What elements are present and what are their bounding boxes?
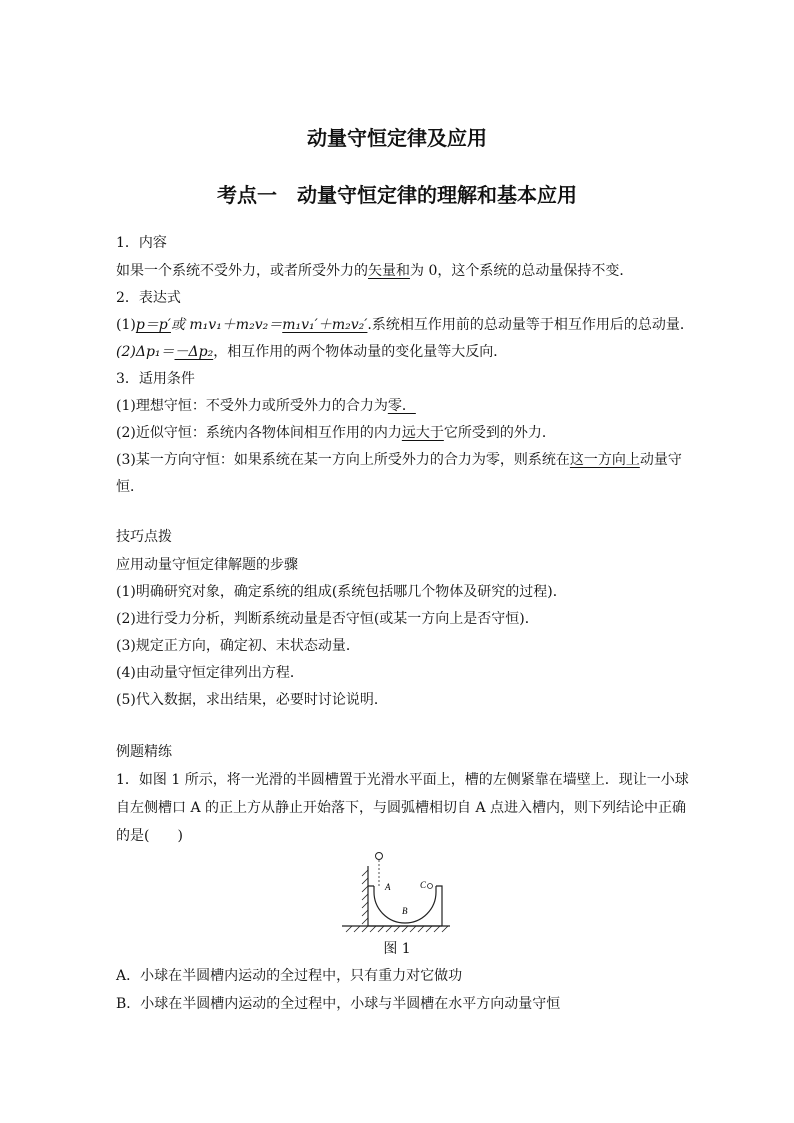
tips-step-2: (2)进行受力分析，判断系统动量是否守恒(或某一方向上是否守恒)． <box>116 611 539 627</box>
ground-hatching <box>346 926 448 932</box>
section-title: 考点一 动量守恒定律的理解和基本应用 <box>217 183 577 207</box>
s2-formula-2: (2)Δp₁＝－Δp₂，相互作用的两个物体动量的变化量等大反向． <box>116 344 508 360</box>
tips-step-1: (1)明确研究对象，确定系统的组成(系统包括哪几个物体及研究的过程)． <box>116 584 567 600</box>
s3-cond-3: (3)某一方向守恒：如果系统在某一方向上所受外力的合力为零，则系统在这一方向上动量守 <box>116 452 682 468</box>
question-1-line-1: 1．如图 1 所示，将一光滑的半圆槽置于光滑水平面上，槽的左侧紧靠在墙壁上．现让一小球 <box>116 772 689 788</box>
s3-cond-2: (2)近似守恒：系统内各物体间相互作用的内力远大于它所受到的外力． <box>116 425 556 441</box>
label-b: B <box>402 906 408 916</box>
semicircle-trough <box>374 886 436 923</box>
option-a: A．小球在半圆槽内运动的全过程中，只有重力对它做功 <box>116 968 463 984</box>
s2-formula-1: (1)p＝p′或 m₁v₁＋m₂v₂＝m₁v₁′＋m₂v₂′.系统相互作用前的总动量等于相互作用后的总动量． <box>116 317 694 333</box>
s3-cond-1-underline: 零． <box>387 398 416 414</box>
s3-cond-1: (1)理想守恒：不受外力或所受外力的合力为零． <box>116 398 416 414</box>
tips-step-4: (4)由动量守恒定律列出方程． <box>116 665 304 681</box>
tips-step-3: (3)规定正方向，确定初、末状态动量． <box>116 638 360 654</box>
s2-formula-2-underline: －Δp₂ <box>174 344 214 360</box>
label-c: C <box>420 880 427 890</box>
s2-heading: 2．表达式 <box>116 290 181 306</box>
tips-heading: 技巧点拨 <box>116 529 172 545</box>
tips-step-5: (5)代入数据，求出结果，必要时讨论说明． <box>116 692 388 708</box>
s2-formula-1-underline-b: m₁v₁′＋m₂v₂′ <box>282 317 368 333</box>
page-title: 动量守恒定律及应用 <box>307 126 487 150</box>
example-heading: 例题精练 <box>116 744 172 760</box>
s2-formula-1-underline-a: p＝p′ <box>135 317 171 333</box>
s1-underline: 矢量和 <box>368 263 410 279</box>
s3-heading: 3．适用条件 <box>116 371 195 387</box>
s3-cond-3-line2: 恒． <box>116 479 144 495</box>
label-a: A <box>385 882 391 892</box>
question-1-line-2: 自左侧槽口 A 的正上方从静止开始落下，与圆弧槽相切自 A 点进入槽内，则下列结论中正确 <box>116 800 687 816</box>
s3-cond-3-underline: 这一方向上 <box>569 452 640 468</box>
option-b: B．小球在半圆槽内运动的全过程中，小球与半圆槽在水平方向动量守恒 <box>116 996 561 1012</box>
ball-position-c <box>428 884 433 889</box>
figure-1-diagram <box>338 848 458 934</box>
question-1-line-3: 的是( ) <box>116 828 183 844</box>
ball <box>376 853 383 860</box>
figure-caption: 图 1 <box>383 941 411 957</box>
wall-hatching <box>362 870 368 924</box>
tips-subheading: 应用动量守恒定律解题的步骤 <box>116 557 298 573</box>
s3-cond-2-underline: 远大于 <box>401 425 444 441</box>
s1-heading: 1．内容 <box>116 235 167 251</box>
s1-text: 如果一个系统不受外力，或者所受外力的矢量和为 0，这个系统的总动量保持不变． <box>116 263 634 279</box>
